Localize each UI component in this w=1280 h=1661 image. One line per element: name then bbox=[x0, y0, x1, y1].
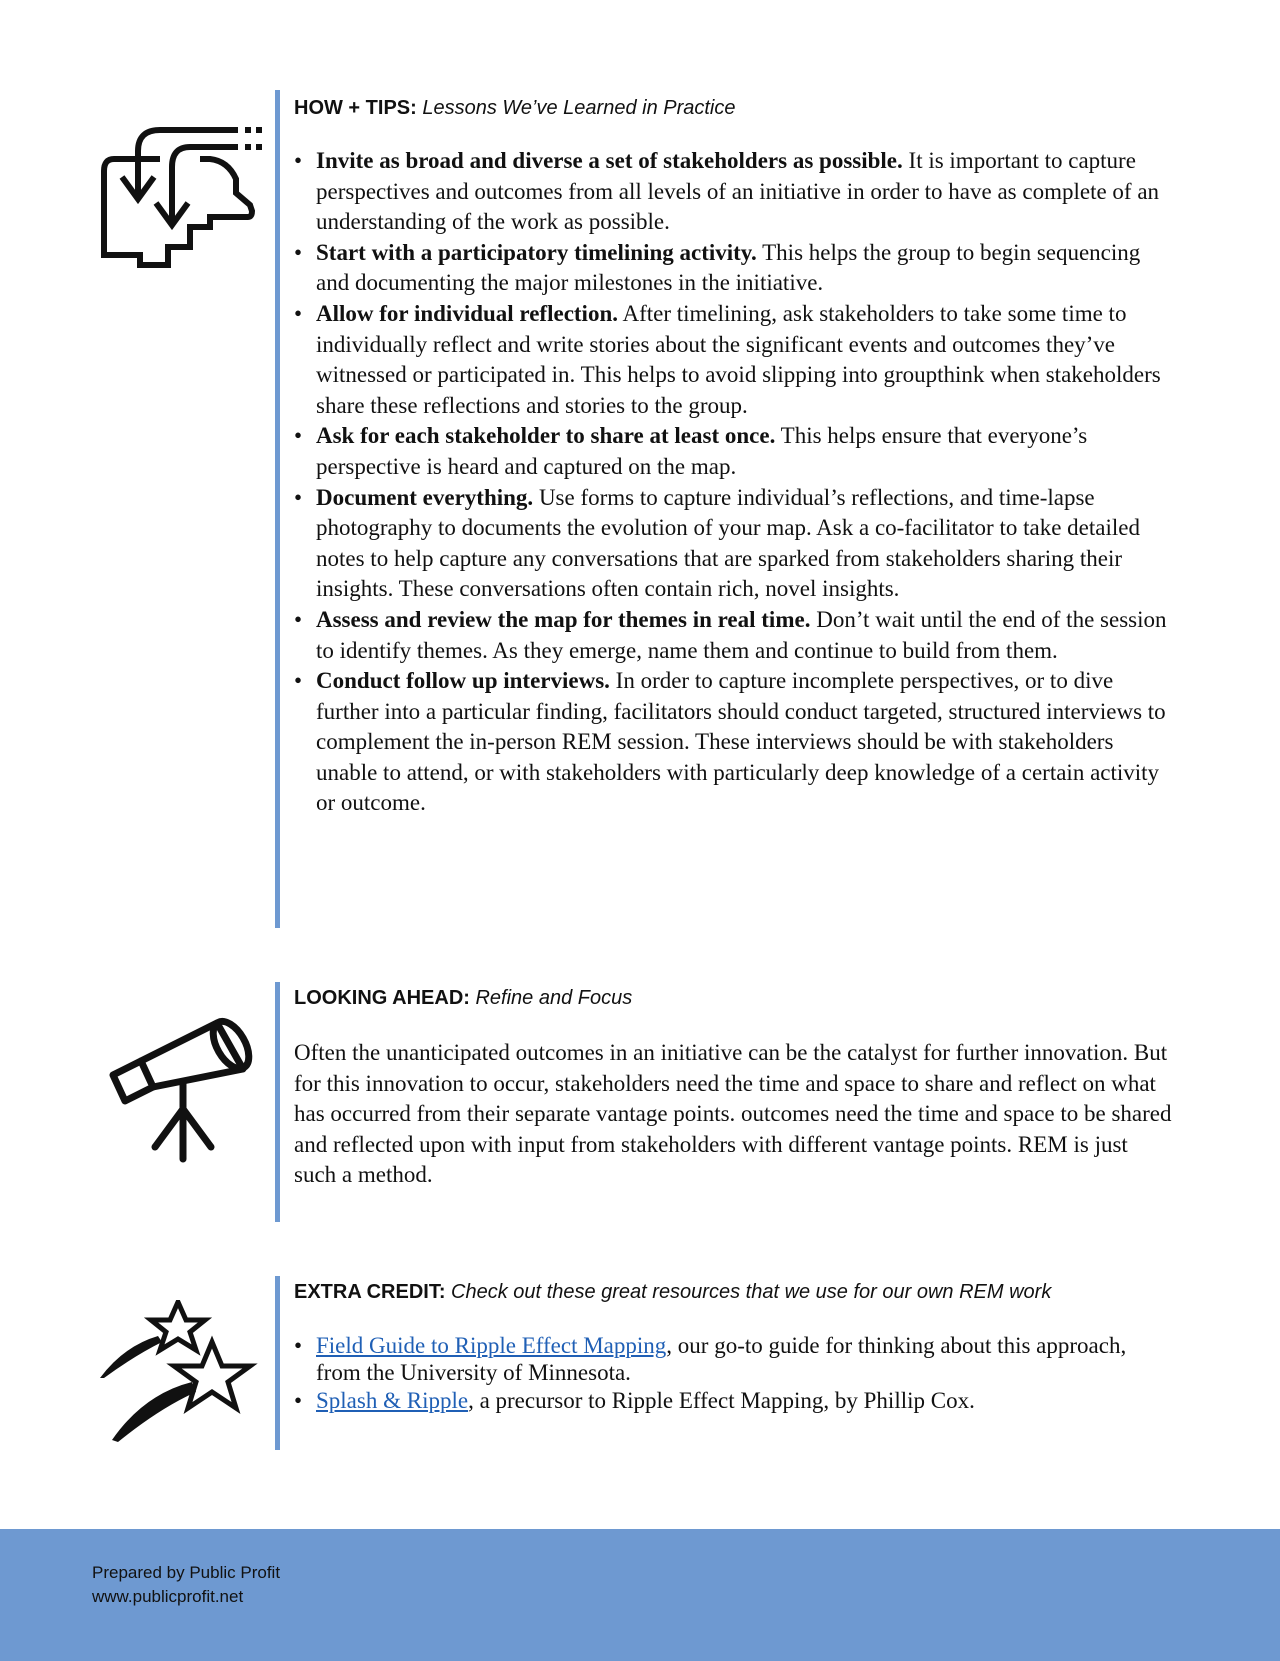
list-item: • Field Guide to Ripple Effect Mapping, our go-to guide for thinking about this approach, from the University of Minnesota. bbox=[294, 1332, 1175, 1386]
resources-list bbox=[294, 1332, 1175, 1414]
looking-ahead-section bbox=[275, 982, 1175, 1222]
footer-prepared-by: Prepared by Public Profit bbox=[92, 1563, 281, 1582]
extra-credit-section bbox=[275, 1276, 1175, 1450]
tips-list bbox=[294, 146, 1175, 819]
splash-ripple-link[interactable]: Splash & Ripple bbox=[316, 1388, 469, 1413]
shooting-stars-icon bbox=[100, 1300, 270, 1450]
page-footer bbox=[0, 1529, 1280, 1661]
list-item: • Assess and review the map for themes in real time. Don’t wait until the end of the session to identify themes. As they emerge, name them and continue to build from them. bbox=[294, 605, 1175, 666]
how-tips-heading bbox=[294, 96, 1175, 120]
telescope-icon bbox=[105, 1005, 265, 1165]
list-item: • Splash & Ripple, a precursor to Ripple Effect Mapping, by Phillip Cox. bbox=[294, 1387, 1175, 1414]
head-arrows-icon bbox=[100, 125, 270, 295]
list-item: • Document everything. Use forms to capture individual’s reflections, and time-lapse photography to documents the evolution of your map. Ask a co-facilitator to take detailed notes to help capture any conversations that are sparked from stakeholders sharing their insights. These conversations often contain rich, novel insights. bbox=[294, 483, 1175, 605]
looking-ahead-body: Often the unanticipated outcomes in an initiative can be the catalyst for further innovation. But for this innovation to occur, stakeholders need the time and space to share and reflect on what has occurred from their separate vantage points. outcomes need the time and space to be shared and reflected upon with input from stakeholders with different vantage points. REM is just such a method. bbox=[294, 1040, 1172, 1188]
list-item: • Allow for individual reflection. After timelining, ask stakeholders to take some time to individually reflect and write stories about the significant events and outcomes they’ve witnessed or participated in. This helps to avoid slipping into groupthink when stakeholders share these reflections and stories to the group. bbox=[294, 299, 1175, 421]
looking-ahead-heading-sub: Refine and Focus bbox=[475, 987, 633, 1009]
looking-ahead-heading-lead: LOOKING AHEAD: bbox=[294, 987, 470, 1009]
looking-ahead-heading bbox=[294, 986, 1175, 1010]
list-item: • Start with a participatory timelining activity. This helps the group to begin sequencing and documenting the major milestones in the initiative. bbox=[294, 238, 1175, 299]
how-tips-heading-lead: HOW + TIPS: bbox=[294, 97, 417, 119]
extra-credit-heading-lead: EXTRA CREDIT: bbox=[294, 1281, 446, 1303]
extra-credit-heading bbox=[294, 1280, 1175, 1304]
list-item: • Ask for each stakeholder to share at least once. This helps ensure that everyone’s perspective is heard and captured on the map. bbox=[294, 421, 1175, 482]
footer-website: www.publicprofit.net bbox=[92, 1587, 244, 1606]
how-tips-heading-sub: Lessons We’ve Learned in Practice bbox=[422, 97, 736, 119]
extra-credit-heading-sub: Check out these great resources that we use for our own REM work bbox=[451, 1281, 1052, 1303]
field-guide-link[interactable]: Field Guide to Ripple Effect Mapping bbox=[316, 1333, 667, 1358]
how-tips-section bbox=[275, 90, 1175, 928]
list-item: • Invite as broad and diverse a set of stakeholders as possible. It is important to capture perspectives and outcomes from all levels of an initiative in order to have as complete of an understanding of the work as possible. bbox=[294, 146, 1175, 238]
footer-text bbox=[92, 1561, 280, 1609]
list-item: • Conduct follow up interviews. In order to capture incomplete perspectives, or to dive further into a particular finding, facilitators should conduct targeted, structured interviews to complement the in-person REM session. These interviews should be with stakeholders unable to attend, or with stakeholders with particularly deep knowledge of a certain activity or outcome. bbox=[294, 666, 1175, 819]
